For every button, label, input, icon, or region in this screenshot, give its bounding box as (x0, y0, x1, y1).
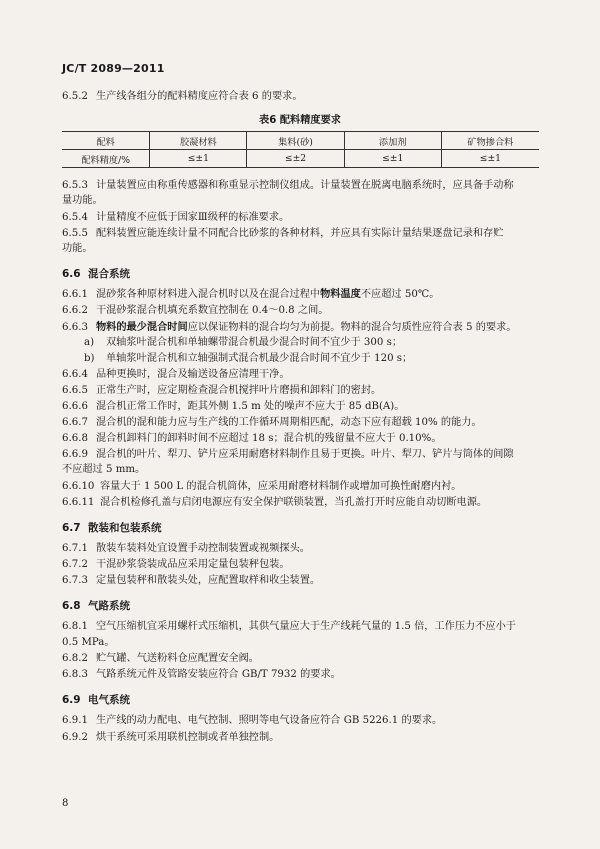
section-6-8-heading: 6.8 气路系统 (62, 600, 130, 612)
clause-6-6-5: 6.6.5 正常生产时，应定期检查混合机搅拌叶片磨损和卸料门的密封。 (62, 385, 382, 396)
clause-6-5-5-cont: 功能。 (62, 243, 93, 254)
clause-6-5-4: 6.5.4 计量精度不应低于国家Ⅲ级秤的标准要求。 (62, 212, 290, 223)
clause-6-6-3-item-b: b) 单轴浆叶混合机和立轴强制式混合机最少混合时间不宜少于 120 s； (84, 353, 413, 364)
table-header-cell: 矿物掺合料 (441, 132, 539, 150)
table-header-cell: 集料(砂) (247, 132, 344, 150)
table-cell: 配料精度/% (62, 150, 150, 168)
clause-6-6-10: 6.6.10 容量大于 1 500 L 的混合机筒体，应采用耐磨材料制作或增加可换性耐磨内衬。 (62, 481, 462, 492)
clause-6-5-3-cont: 量功能。 (62, 195, 103, 206)
clause-6-7-2: 6.7.2 干混砂浆袋装成品应采用定量包装秤包装。 (62, 559, 290, 570)
clause-6-6-9: 6.6.9 混合机的叶片、犁刀、铲片应采用耐磨材料制作且易于更换。叶片、犁刀、铲片与筒体的间隙 (62, 449, 514, 460)
clause-6-7-1: 6.7.1 散装车装料处宜设置手动控制装置或视频探头。 (62, 543, 310, 554)
clause-6-6-8: 6.6.8 混合机卸料门的卸料时间不应超过 18 s；混合机的残留量不应大于 0.10%。 (62, 433, 442, 444)
table-header-row (62, 132, 539, 150)
table-header-cell: 胶凝材料 (150, 132, 247, 150)
clause-6-6-2: 6.6.2 干混砂浆混合机填充系数宜控制在 0.4～0.8 之间。 (62, 305, 329, 316)
clause-6-6-4: 6.6.4 品种更换时，混合及输送设备应清理干净。 (62, 369, 290, 380)
clause-6-8-1-cont: 0.5 MPa。 (62, 637, 115, 648)
standard-code-header: JC/T 2089—2011 (62, 62, 165, 75)
table-6-caption: 表6 配料精度要求 (259, 115, 341, 126)
table-header-cell: 添加剂 (344, 132, 441, 150)
section-6-7-heading: 6.7 散装和包装系统 (62, 522, 162, 534)
clause-6-5-2: 6.5.2 生产线各组分的配料精度应符合表 6 的要求。 (62, 91, 303, 102)
table-6 (62, 131, 539, 168)
clause-6-6-9-cont: 不应超过 5 mm。 (62, 464, 146, 475)
table-cell: ≤±1 (344, 150, 441, 168)
section-6-6-heading: 6.6 混合系统 (62, 268, 130, 280)
clause-6-6-3: 6.6.3 物料的最少混合时间应以保证物料的混合均匀为前提。物料的混合匀质性应符合表 5 的要求。 (62, 321, 517, 333)
clause-6-6-7: 6.6.7 混合机的混和能力应与生产线的工作循环周期相匹配，动态下应有超载 10% 的能力。 (62, 417, 482, 428)
clause-6-8-2: 6.8.2 贮气罐、气送粉料仓应配置安全阀。 (62, 653, 259, 664)
clause-6-8-3: 6.8.3 气路系统元件及管路安装应符合 GB/T 7932 的要求。 (62, 669, 341, 680)
clause-6-8-1: 6.8.1 空气压缩机宜采用螺杆式压缩机，其供气量应大于生产线耗气量的 1.5 倍，工作压力不应小于 (62, 621, 516, 632)
clause-6-6-1: 6.6.1 混砂浆各种原材料进入混合机时以及在混合过程中物料温度不应超过 50℃。 (62, 288, 440, 300)
clause-6-6-3-item-a: a) 双轴浆叶混合机和单轴螺带混合机最少混合时间不宜少于 300 s； (84, 337, 403, 348)
clause-6-7-3: 6.7.3 定量包装秤和散装头处，应配置取样和收尘装置。 (62, 575, 321, 586)
clause-6-9-1: 6.9.1 生产线的动力配电、电气控制、照明等电气设备应符合 GB 5226.1 的要求。 (62, 715, 443, 726)
clause-6-5-3: 6.5.3 计量装置应由称重传感器和称重显示控制仪组成。计量装置在脱离电脑系统时，应具备手动称 (62, 180, 514, 191)
table-cell: ≤±1 (441, 150, 539, 168)
clause-6-6-11: 6.6.11 混合机检修孔盖与启闭电源应有安全保护联锁装置，当孔盖打开时应能自动切断电源。 (62, 497, 488, 508)
table-row (62, 150, 539, 168)
section-6-9-heading: 6.9 电气系统 (62, 694, 130, 706)
table-cell: ≤±2 (247, 150, 344, 168)
table-cell: ≤±1 (150, 150, 247, 168)
table-header-cell: 配料 (62, 132, 150, 150)
clause-6-9-2: 6.9.2 烘干系统可采用联机控制或者单独控制。 (62, 732, 280, 743)
clause-6-6-6: 6.6.6 混合机正常工作时，距其外侧 1.5 m 处的噪声不应大于 85 dB(A)。 (62, 401, 405, 412)
page-number: 8 (62, 798, 69, 809)
clause-6-5-5: 6.5.5 配料装置应能连续计量不同配合比砂浆的各种材料，并应具有实际计量结果逐盘记录和存贮 (62, 228, 504, 239)
